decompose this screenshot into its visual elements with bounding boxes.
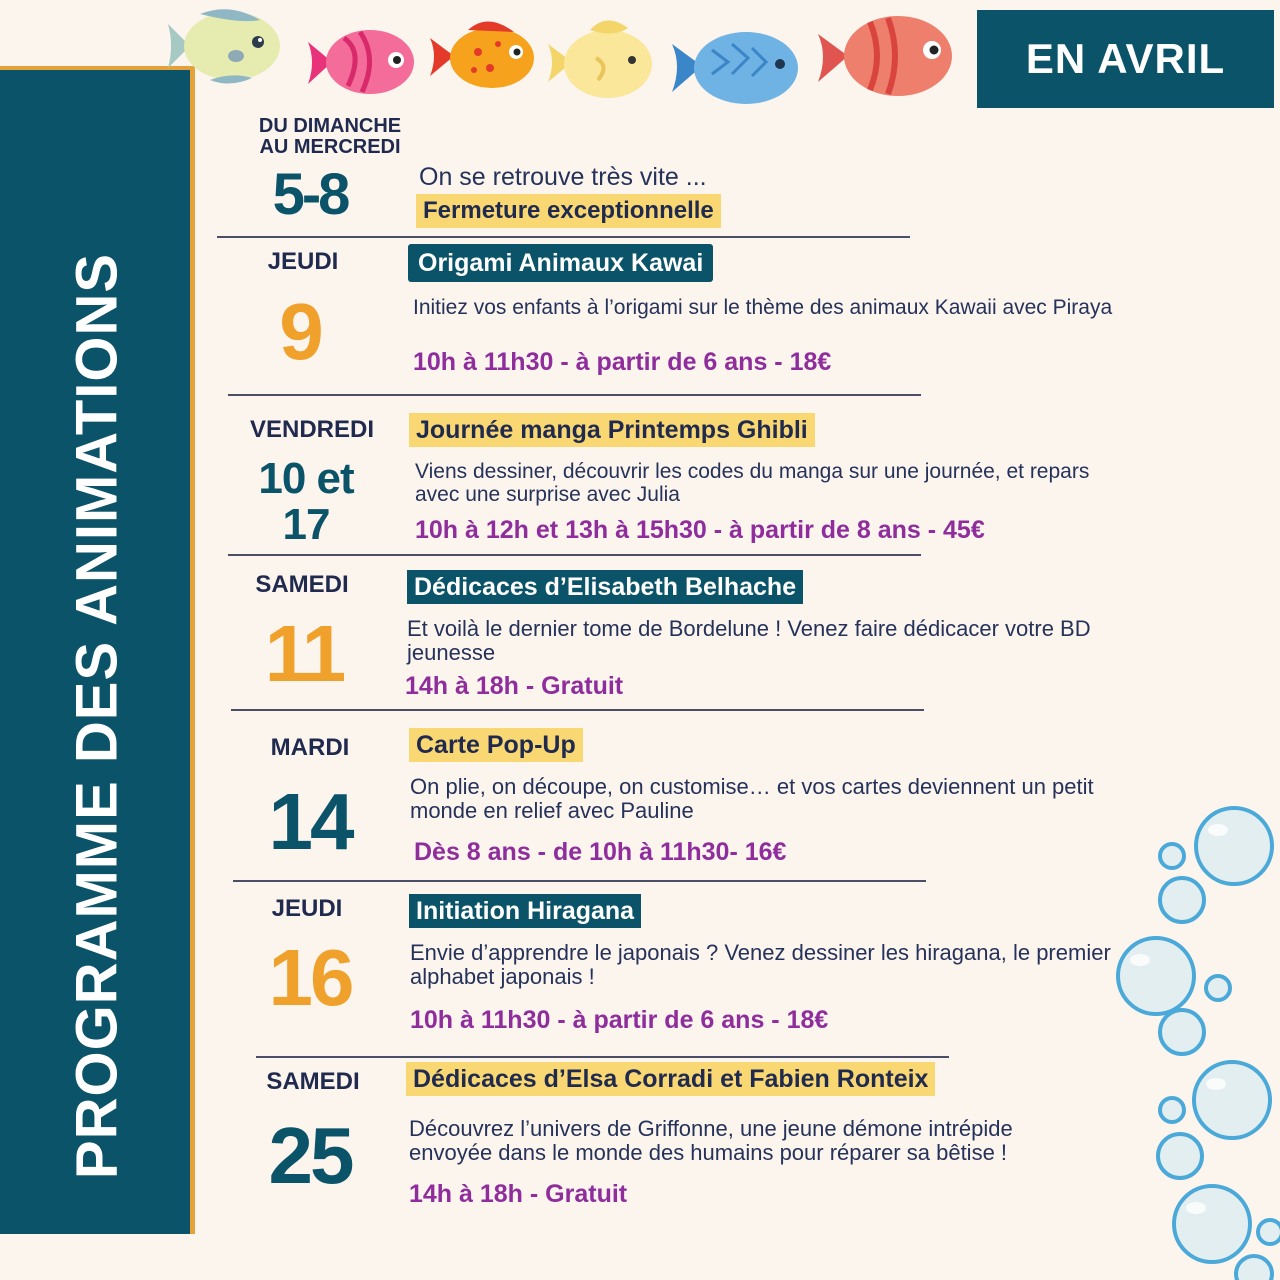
event-6-description: Envie d’apprendre le japonais ? Venez dessiner les hiragana, le premier alphabet japonais ! [410, 940, 1111, 989]
event-3-date: 10 et 17 [258, 454, 354, 549]
event-5-info: Dès 8 ans - de 10h à 11h30- 16€ [414, 838, 787, 866]
event-5-day: MARDI [270, 734, 350, 761]
coral-fish-icon [814, 6, 954, 102]
sidebar-panel [0, 66, 195, 1234]
event-4-description: Et voilà le dernier tome de Bordelune ! Venez faire dédicacer votre BD jeunesse [407, 616, 1091, 665]
event-2-description: Initiez vos enfants à l’origami sur le thème des animaux Kawaii avec Piraya [413, 296, 1113, 319]
yellow-fish-icon [160, 4, 286, 88]
pale-yellow-fish-icon [544, 14, 656, 104]
event-5-date: 14 [268, 777, 352, 866]
month-badge: EN AVRIL [977, 10, 1274, 108]
event-7-info: 14h à 18h - Gratuit [409, 1180, 628, 1208]
event-2-date: 9 [279, 287, 321, 376]
event-3-description: Viens dessiner, découvrir les codes du manga sur une journée, et repars avec une surprise avec Julia [415, 460, 1090, 506]
separator [233, 880, 926, 882]
separator [217, 236, 910, 238]
event-4-title: Dédicaces d’Elisabeth Belhache [407, 570, 803, 604]
red-spotted-fish-icon [428, 12, 538, 96]
event-4-date: 11 [264, 609, 344, 698]
separator [256, 1056, 949, 1058]
event-7-day: SAMEDI [266, 1068, 360, 1095]
event-1-date: 5-8 [272, 162, 348, 227]
event-1-day: DU DIMANCHE AU MERCREDI [258, 115, 402, 158]
event-3-day: VENDREDI [249, 416, 375, 443]
event-3-info: 10h à 12h et 13h à 15h30 - à partir de 8 ans - 45€ [415, 516, 985, 544]
event-5-title: Carte Pop-Up [409, 728, 583, 762]
event-4-day: SAMEDI [255, 571, 349, 598]
event-1-title: Fermeture exceptionnelle [416, 194, 721, 228]
event-2-day: JEUDI [267, 248, 339, 275]
event-6-date: 16 [268, 933, 352, 1022]
event-2-info: 10h à 11h30 - à partir de 6 ans - 18€ [413, 348, 832, 376]
event-6-title: Initiation Hiragana [409, 894, 641, 928]
pink-fish-icon [304, 22, 416, 100]
event-7-date: 25 [268, 1111, 352, 1200]
event-4-info: 14h à 18h - Gratuit [405, 672, 624, 700]
bubbles-icon [1110, 800, 1280, 1280]
blue-fish-icon [668, 22, 802, 112]
event-6-day: JEUDI [271, 895, 343, 922]
event-7-description: Découvrez l’univers de Griffonne, une jeune démone intrépide envoyée dans le monde des humains pour réparer sa bêtise ! [409, 1116, 1013, 1165]
event-7-title: Dédicaces d’Elsa Corradi et Fabien Ronteix [406, 1062, 935, 1096]
event-2-title: Origami Animaux Kawai [408, 244, 713, 282]
separator [231, 709, 924, 711]
event-1-subtitle: On se retrouve très vite ... [419, 163, 707, 191]
sidebar-title: PROGRAMME DES ANIMATIONS [64, 252, 130, 1180]
event-6-info: 10h à 11h30 - à partir de 6 ans - 18€ [410, 1006, 829, 1034]
separator [228, 554, 921, 556]
event-5-description: On plie, on découpe, on customise… et vos cartes deviennent un petit monde en relief avec Pauline [410, 774, 1094, 823]
separator [228, 394, 921, 396]
event-3-title: Journée manga Printemps Ghibli [409, 413, 815, 447]
